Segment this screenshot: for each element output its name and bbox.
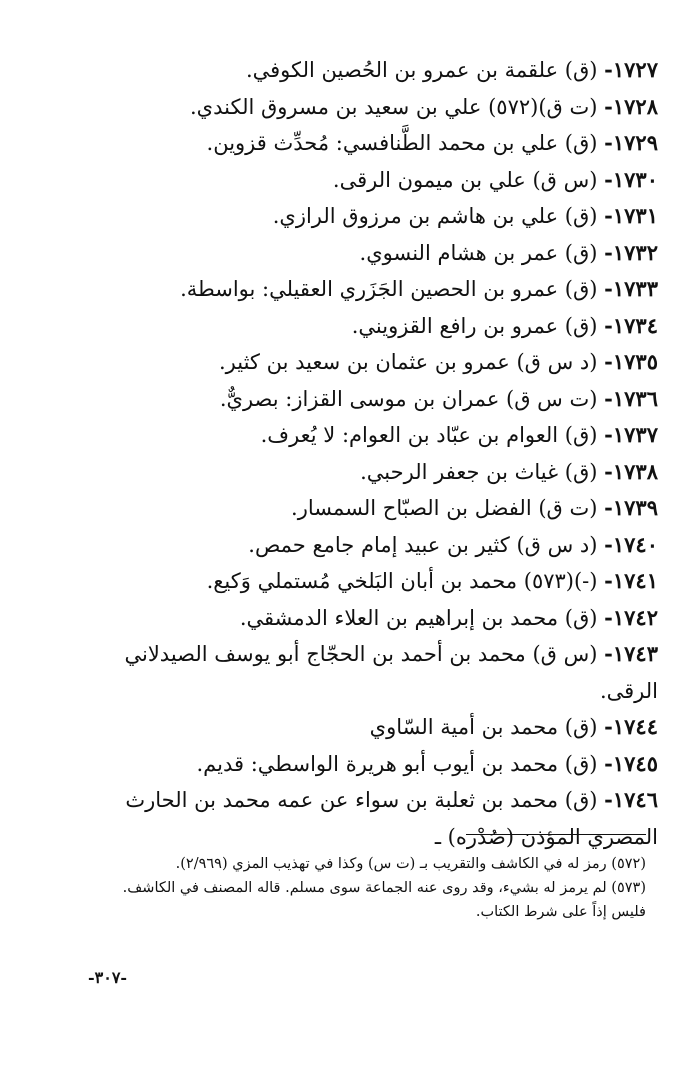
entries-list xyxy=(40,52,658,855)
footnote-separator-rule xyxy=(466,834,646,835)
footnote-573: (٥٧٣) لم يرمز له بشيء، وقد روى عنه الجماعة سوى مسلم. قاله المصنف في الكاشف. xyxy=(122,880,646,896)
entry-text: (س ق) علي بن ميمون الرقى. xyxy=(332,167,598,192)
footnote-572: (٥٧٢) رمز له في الكاشف والتقريب بـ (ت س) وكذا في تهذيب المزي (٢/٩٦٩). xyxy=(175,856,646,872)
footnotes xyxy=(40,852,646,924)
entry-1742 xyxy=(40,600,658,637)
footnote-573-continuation: فليس إذاً على شرط الكتاب. xyxy=(475,904,646,920)
entry-number: ١٧٣٦- xyxy=(604,385,658,411)
entry-number: ١٧٣١- xyxy=(604,203,658,228)
entry-1731 xyxy=(40,198,658,235)
entry-number: ١٧٣٢- xyxy=(604,239,658,265)
entry-1727 xyxy=(40,52,658,89)
entry-1741 xyxy=(40,563,658,600)
entry-continuation-text: الرقى. xyxy=(599,678,658,703)
entry-1733 xyxy=(40,271,658,308)
entry-1730 xyxy=(40,162,658,199)
entry-number: ١٧٤٦- xyxy=(604,787,658,812)
entry-text: (ت ق) الفضل بن الصبّاح السمسار. xyxy=(291,496,598,520)
entry-number: ١٧٤٢- xyxy=(604,604,658,630)
entry-1739 xyxy=(40,490,658,527)
entry-number: ١٧٢٨- xyxy=(604,93,658,119)
entry-number: ١٧٤٠- xyxy=(604,531,658,557)
entry-text: (ق) محمد بن إبراهيم بن العلاء الدمشقي. xyxy=(239,605,598,630)
entry-number: ١٧٤١- xyxy=(604,568,658,593)
entry-number: ١٧٣٥- xyxy=(604,349,658,374)
entry-1738 xyxy=(40,454,658,491)
entry-number: ١٧٣٣- xyxy=(604,276,658,301)
entry-number: ١٧٣٠- xyxy=(604,166,658,192)
entry-text: (ق) عمرو بن رافع القزويني. xyxy=(351,313,598,338)
entry-1745 xyxy=(40,746,658,783)
entry-text: (ق) محمد بن أمية السّاوي xyxy=(369,715,598,739)
entry-text: (د س ق) كثير بن عبيد إمام جامع حمص. xyxy=(248,532,598,557)
entry-text: (ت س ق) عمران بن موسى القزاز: بصريٌّ. xyxy=(219,386,598,411)
entry-1746 xyxy=(40,782,658,819)
entry-text: (س ق) محمد بن أحمد بن الحجّاج أبو يوسف الصيدلاني xyxy=(124,642,598,666)
entry-text: (ق) غياث بن جعفر الرحبي. xyxy=(360,459,598,484)
entry-text: (ق) علي بن محمد الطَّنافسي: مُحدِّث قزوين. xyxy=(206,131,598,155)
entry-1736 xyxy=(40,381,658,418)
entry-number: ١٧٤٤- xyxy=(604,714,658,739)
entry-1737 xyxy=(40,417,658,454)
entry-number: ١٧٣٤- xyxy=(604,312,658,338)
entry-text: (د س ق) عمرو بن عثمان بن سعيد بن كثير. xyxy=(218,350,598,374)
entry-text: (-)(٥٧٣) محمد بن أبان البَلخي مُستملي وَكيع. xyxy=(206,569,598,593)
entry-1729 xyxy=(40,125,658,162)
entry-1746-continuation xyxy=(40,819,658,856)
entry-text: (ق) علي بن هاشم بن مرزوق الرازي. xyxy=(272,204,598,228)
entry-1728 xyxy=(40,89,658,126)
entry-number: ١٧٣٧- xyxy=(604,422,658,447)
entry-number: ١٧٢٩- xyxy=(604,130,658,155)
entry-number: ١٧٣٨- xyxy=(604,458,658,484)
entry-1735 xyxy=(40,344,658,381)
entry-1732 xyxy=(40,235,658,272)
entry-number: ١٧٤٥- xyxy=(604,750,658,776)
entry-number: ١٧٣٩- xyxy=(604,495,658,520)
entry-number: ١٧٢٧- xyxy=(604,57,658,82)
entry-text: (ت ق)(٥٧٢) علي بن سعيد بن مسروق الكندي. xyxy=(190,94,598,119)
entry-1744 xyxy=(40,709,658,746)
entry-text: (ق) علقمة بن عمرو بن الحُصين الكوفي. xyxy=(245,58,598,82)
entry-1734 xyxy=(40,308,658,345)
entry-text: (ق) العوام بن عبّاد بن العوام: لا يُعرف. xyxy=(260,423,598,447)
entry-text: (ق) محمد بن أيوب أبو هريرة الواسطي: قديم. xyxy=(196,751,598,776)
entry-1743-continuation xyxy=(40,673,658,710)
entry-text: (ق) محمد بن ثعلبة بن سواء عن عمه محمد بن الحارث xyxy=(125,788,598,812)
entry-text: (ق) عمرو بن الحصين الجَزَري العقيلي: بواسطة. xyxy=(180,277,598,301)
entry-number: ١٧٤٣- xyxy=(604,641,658,666)
entry-1743 xyxy=(40,636,658,673)
entry-text: (ق) عمر بن هشام النسوي. xyxy=(359,240,598,265)
page-number: -٣٠٧- xyxy=(88,968,128,987)
entry-1740 xyxy=(40,527,658,564)
entry-continuation-text: المصري المؤذن (صُدْره) ـ xyxy=(434,824,658,849)
